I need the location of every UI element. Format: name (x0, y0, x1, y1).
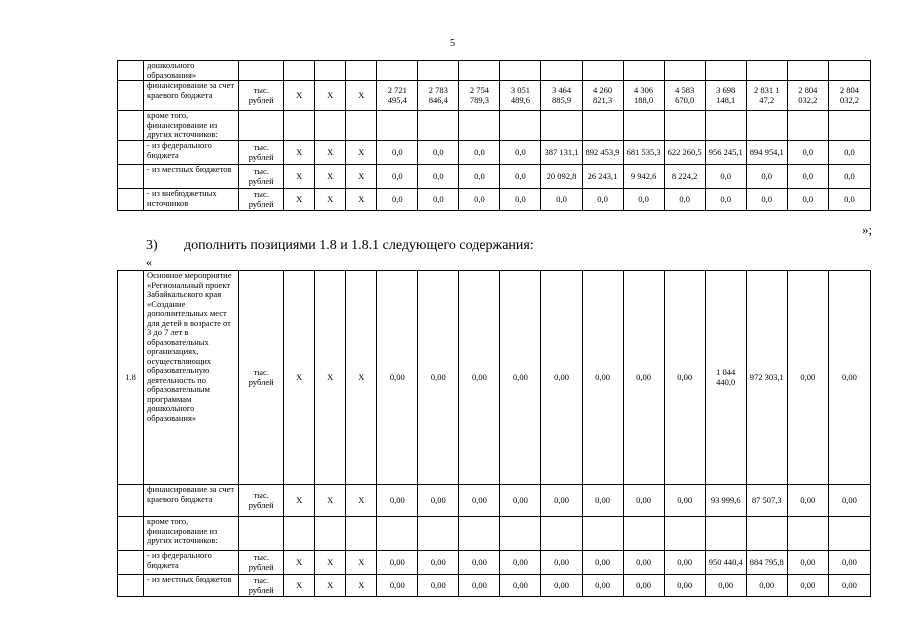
code-cell: X (346, 271, 377, 485)
value-cell: 0,00 (623, 575, 664, 597)
value-cell: 0,0 (459, 165, 500, 189)
value-cell: 4 583 670,0 (664, 81, 705, 111)
code-cell (346, 111, 377, 141)
value-cell (377, 517, 418, 551)
unit-cell: тыс. рублей (239, 165, 284, 189)
code-cell: X (284, 141, 315, 165)
unit-cell: тыс. рублей (239, 189, 284, 211)
value-cell (459, 517, 500, 551)
section-heading (146, 238, 534, 254)
value-cell: 0,0 (377, 141, 418, 165)
value-cell: 0,00 (377, 271, 418, 485)
code-cell (284, 111, 315, 141)
opening-quote-mark: « (146, 255, 152, 269)
value-cell (377, 111, 418, 141)
table-row (118, 165, 871, 189)
value-cell: 0,00 (500, 271, 541, 485)
value-cell: 0,0 (500, 189, 541, 211)
value-cell (541, 61, 582, 81)
code-cell: X (284, 575, 315, 597)
table-row (118, 81, 871, 111)
unit-cell (239, 111, 284, 141)
value-cell: 0,00 (541, 575, 582, 597)
value-cell: 0,0 (664, 189, 705, 211)
value-cell: 0,0 (377, 189, 418, 211)
value-cell (541, 517, 582, 551)
value-cell (541, 111, 582, 141)
value-cell: 0,00 (623, 485, 664, 517)
value-cell: 0,00 (664, 271, 705, 485)
table-row (118, 271, 871, 485)
value-cell: 2 721 495,4 (377, 81, 418, 111)
value-cell (828, 111, 870, 141)
value-cell: 0,0 (828, 165, 870, 189)
code-cell: X (346, 575, 377, 597)
item-name-cell: дошкольного образования» (144, 61, 239, 81)
position-number-cell (118, 485, 144, 517)
value-cell: 3 051 489,6 (500, 81, 541, 111)
code-cell: X (315, 485, 346, 517)
unit-cell (239, 61, 284, 81)
budget-table-continued (117, 60, 871, 211)
item-name-cell: - из федерального бюджета (144, 141, 239, 165)
value-cell: 0,00 (377, 485, 418, 517)
value-cell: 0,00 (664, 575, 705, 597)
item-name-cell: финансирование за счет краевого бюджета (144, 485, 239, 517)
code-cell (284, 517, 315, 551)
code-cell: X (346, 165, 377, 189)
table-row (118, 141, 871, 165)
value-cell: 622 260,5 (664, 141, 705, 165)
value-cell: 0,00 (582, 575, 623, 597)
code-cell: X (346, 81, 377, 111)
unit-cell: тыс. рублей (239, 141, 284, 165)
value-cell (418, 517, 459, 551)
value-cell: 0,0 (500, 141, 541, 165)
value-cell (664, 61, 705, 81)
unit-cell (239, 517, 284, 551)
closing-quote-mark: »; (862, 222, 873, 237)
code-cell: X (284, 165, 315, 189)
code-cell: X (346, 551, 377, 575)
value-cell (746, 111, 787, 141)
value-cell: 2 783 846,4 (418, 81, 459, 111)
table-row (118, 575, 871, 597)
value-cell: 20 092,8 (541, 165, 582, 189)
value-cell: 0,00 (623, 551, 664, 575)
value-cell (787, 111, 828, 141)
position-number-cell: 1.8 (118, 271, 144, 485)
value-cell (705, 61, 746, 81)
position-number-cell (118, 551, 144, 575)
unit-cell: тыс. рублей (239, 271, 284, 485)
code-cell (284, 61, 315, 81)
item-name-cell: - из местных бюджетов (144, 575, 239, 597)
value-cell: 0,0 (746, 165, 787, 189)
value-cell: 0,0 (418, 189, 459, 211)
value-cell: 0,00 (459, 551, 500, 575)
item-name-cell: - из федерального бюджета (144, 551, 239, 575)
value-cell: 0,0 (623, 189, 664, 211)
value-cell: 9 942,6 (623, 165, 664, 189)
item-name-cell: - из местных бюджетов (144, 165, 239, 189)
value-cell: 0,00 (582, 551, 623, 575)
value-cell (828, 517, 870, 551)
value-cell: 0,0 (377, 165, 418, 189)
code-cell: X (284, 485, 315, 517)
code-cell (315, 517, 346, 551)
code-cell: X (315, 189, 346, 211)
value-cell: 0,00 (418, 575, 459, 597)
value-cell: 972 303,1 (746, 271, 787, 485)
table-row (118, 551, 871, 575)
value-cell: 0,0 (746, 189, 787, 211)
value-cell: 0,0 (705, 165, 746, 189)
value-cell: 0,0 (582, 189, 623, 211)
value-cell: 2 831 1 47,2 (746, 81, 787, 111)
table-row (118, 485, 871, 517)
value-cell: 956 245,1 (705, 141, 746, 165)
value-cell: 0,00 (828, 551, 870, 575)
value-cell: 0,00 (787, 575, 828, 597)
value-cell: 0,00 (828, 485, 870, 517)
value-cell (418, 111, 459, 141)
value-cell: 0,00 (500, 575, 541, 597)
value-cell: 892 453,9 (582, 141, 623, 165)
position-number-cell (118, 517, 144, 551)
value-cell: 3 464 885,9 (541, 81, 582, 111)
value-cell: 0,00 (705, 575, 746, 597)
value-cell: 0,0 (828, 141, 870, 165)
code-cell: X (284, 189, 315, 211)
value-cell: 4 260 821,3 (582, 81, 623, 111)
value-cell: 0,0 (459, 141, 500, 165)
value-cell: 0,00 (623, 271, 664, 485)
code-cell: X (346, 141, 377, 165)
value-cell: 0,00 (828, 271, 870, 485)
position-number-cell (118, 61, 144, 81)
code-cell (315, 111, 346, 141)
value-cell: 0,0 (787, 141, 828, 165)
code-cell: X (315, 81, 346, 111)
value-cell: 0,00 (500, 485, 541, 517)
value-cell: 0,00 (541, 485, 582, 517)
item-name-cell: кроме того, финансирование из других источников: (144, 111, 239, 141)
value-cell: 0,00 (582, 271, 623, 485)
value-cell (582, 61, 623, 81)
code-cell: X (315, 141, 346, 165)
table-row (118, 517, 871, 551)
unit-cell: тыс. рублей (239, 551, 284, 575)
value-cell (828, 61, 870, 81)
value-cell: 0,0 (787, 165, 828, 189)
value-cell: 8 224,2 (664, 165, 705, 189)
value-cell (582, 517, 623, 551)
page-number: 5 (450, 38, 455, 49)
value-cell (459, 61, 500, 81)
position-number-cell (118, 575, 144, 597)
item-name-cell: кроме того, финансирование из других источников: (144, 517, 239, 551)
code-cell: X (315, 165, 346, 189)
value-cell: 0,0 (459, 189, 500, 211)
value-cell: 0,00 (418, 485, 459, 517)
value-cell: 0,00 (787, 485, 828, 517)
value-cell (705, 111, 746, 141)
code-cell: X (284, 81, 315, 111)
value-cell (746, 517, 787, 551)
value-cell: 0,00 (664, 551, 705, 575)
code-cell (315, 61, 346, 81)
value-cell: 0,0 (541, 189, 582, 211)
value-cell (746, 61, 787, 81)
value-cell: 1 044 440,0 (705, 271, 746, 485)
value-cell: 0,00 (418, 551, 459, 575)
table-row (118, 111, 871, 141)
code-cell: X (346, 189, 377, 211)
value-cell: 0,00 (787, 551, 828, 575)
value-cell: 0,00 (459, 485, 500, 517)
unit-cell: тыс. рублей (239, 575, 284, 597)
value-cell (500, 517, 541, 551)
position-number-cell (118, 111, 144, 141)
heading-text: дополнить позициями 1.8 и 1.8.1 следующего содержания: (184, 238, 534, 253)
unit-cell: тыс. рублей (239, 81, 284, 111)
value-cell (582, 111, 623, 141)
code-cell: X (315, 551, 346, 575)
value-cell (664, 517, 705, 551)
value-cell: 950 440,4 (705, 551, 746, 575)
value-cell: 0,00 (500, 551, 541, 575)
code-cell: X (315, 575, 346, 597)
item-name-cell: финансирование за счет краевого бюджета (144, 81, 239, 111)
value-cell: 0,00 (377, 551, 418, 575)
value-cell: 0,00 (377, 575, 418, 597)
value-cell: 0,0 (705, 189, 746, 211)
value-cell (623, 61, 664, 81)
budget-table-new-positions (117, 270, 871, 597)
value-cell: 93 999,6 (705, 485, 746, 517)
value-cell: 0,00 (664, 485, 705, 517)
code-cell: X (346, 485, 377, 517)
value-cell (664, 111, 705, 141)
value-cell (623, 111, 664, 141)
value-cell: 894 954,1 (746, 141, 787, 165)
table-row (118, 189, 871, 211)
value-cell: 681 535,3 (623, 141, 664, 165)
value-cell (705, 517, 746, 551)
value-cell (623, 517, 664, 551)
value-cell: 0,00 (582, 485, 623, 517)
value-cell: 0,0 (828, 189, 870, 211)
code-cell (346, 517, 377, 551)
position-number-cell (118, 165, 144, 189)
position-number-cell (118, 81, 144, 111)
value-cell (787, 517, 828, 551)
value-cell: 0,00 (459, 575, 500, 597)
value-cell (500, 61, 541, 81)
value-cell: 2 804 032,2 (828, 81, 870, 111)
value-cell: 0,00 (459, 271, 500, 485)
position-number-cell (118, 189, 144, 211)
item-name-cell: - из внебюджетных источников (144, 189, 239, 211)
value-cell (459, 111, 500, 141)
value-cell: 3 698 148,1 (705, 81, 746, 111)
value-cell: 4 306 188,0 (623, 81, 664, 111)
value-cell: 0,00 (828, 575, 870, 597)
value-cell (418, 61, 459, 81)
value-cell: 0,00 (418, 271, 459, 485)
code-cell: X (284, 551, 315, 575)
value-cell: 0,0 (500, 165, 541, 189)
value-cell: 0,00 (541, 551, 582, 575)
value-cell: 0,00 (746, 575, 787, 597)
value-cell: 0,00 (787, 271, 828, 485)
value-cell (500, 111, 541, 141)
value-cell: 2 804 032,2 (787, 81, 828, 111)
unit-cell: тыс. рублей (239, 485, 284, 517)
value-cell (377, 61, 418, 81)
value-cell: 87 507,3 (746, 485, 787, 517)
value-cell: 2 754 789,3 (459, 81, 500, 111)
value-cell: 387 131,1 (541, 141, 582, 165)
value-cell: 884 795,8 (746, 551, 787, 575)
value-cell: 0,0 (418, 141, 459, 165)
code-cell: X (315, 271, 346, 485)
heading-number: 3) (146, 238, 158, 253)
code-cell: X (284, 271, 315, 485)
code-cell (346, 61, 377, 81)
position-number-cell (118, 141, 144, 165)
table-row (118, 61, 871, 81)
value-cell: 0,0 (787, 189, 828, 211)
value-cell: 0,0 (418, 165, 459, 189)
value-cell (787, 61, 828, 81)
value-cell: 26 243,1 (582, 165, 623, 189)
value-cell: 0,00 (541, 271, 582, 485)
item-name-cell: Основное мероприятие «Региональный проект Забайкальского края «Создание дополнительных мест для детей в возрасте от 3 до 7 лет в образовательных организациях, осуществляющих образовательную деятельность по образовательным программам дошкольного образования» (144, 271, 239, 485)
